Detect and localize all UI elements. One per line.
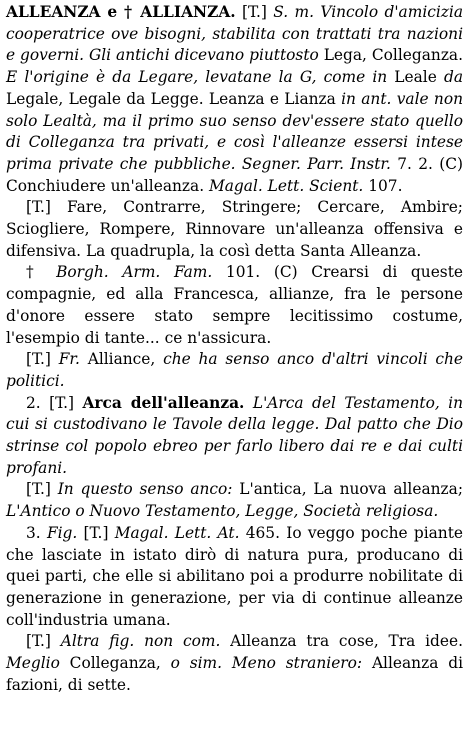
definition-paragraph xyxy=(6,2,463,197)
citation-source: Borgh. Arm. Fam. xyxy=(56,263,213,282)
example-words: Legale da Legge. Leanza e Lianza xyxy=(68,89,336,108)
etymology-note: in ant. vale non solo Lealtà, ma il primo suo senso dev'essere stato quello di Colleganza tra privati, e così l'alleanze essersi intese prima private che pubbliche. Segner. Parr. Instr. xyxy=(6,89,463,173)
source-tag: [T.] xyxy=(77,523,115,542)
note-text: che ha senso anco d'altri vincoli che politici. xyxy=(6,350,464,390)
source-tag: [T.] xyxy=(26,480,58,499)
foreign-word: Alliance, xyxy=(79,350,164,369)
preferred-word: Colleganza, xyxy=(59,654,171,673)
example-word: Legale xyxy=(6,89,59,108)
citation-text: 101. (C) Crearsi di queste compagnie, ed alla Francesca, allianze, fra le persone d'onore essere stato sempre lecitissimo costume, l'esempio di tante... ce n'assicura. xyxy=(6,263,463,347)
usage-paragraph xyxy=(6,197,463,262)
source-tag: [T.] xyxy=(26,350,59,369)
citation-text: 465. Io veggo poche piante che lasciate in istato dirò di natura pura, producano di quei parti, che elle si abilitano poi a produrre nobilitate di generazione in generazione, per via di continue alleanze coll'industria umana. xyxy=(6,523,464,629)
french-note-paragraph xyxy=(6,349,463,392)
citation-paragraph xyxy=(6,262,463,349)
usage-examples: L'antica, La nuova alleanza; xyxy=(232,480,464,499)
sense-definition: L'Arca del Testamento, in cui si custodivano le Tavole della legge. Dal patto che Dio strinse col popolo ebreo per farlo libero dai re e dai culti profani. xyxy=(6,393,463,477)
preference-label: Meglio xyxy=(6,654,60,673)
preference-note: o sim. Meno straniero: xyxy=(170,654,363,673)
headword: ALLEANZA e † ALLIANZA. xyxy=(6,3,236,21)
sense-number: 3. xyxy=(26,523,47,542)
usage-intro: In questo senso anco: xyxy=(57,480,233,499)
figurative-label: Fig. xyxy=(46,523,78,542)
sense-3-paragraph xyxy=(6,523,463,632)
sense-3-usage-paragraph xyxy=(6,631,463,696)
figurative-label: Altra fig. non com. xyxy=(60,632,221,651)
sense-2-usage-paragraph xyxy=(6,479,463,522)
citation-number: 107. xyxy=(363,176,403,195)
connector-text: da xyxy=(436,68,463,87)
part-of-speech: S. m. xyxy=(273,3,314,21)
usage-text: [T.] Fare, Contrarre, Stringere; Cercare, Ambire; Sciogliere, Rompere, Rinnovare un'alleanza offensiva e difensiva. La quadrupla, la così detta Santa Alleanza. xyxy=(6,198,463,260)
source-tag: [T.] xyxy=(235,3,274,21)
source-tag: [T.] xyxy=(26,632,61,651)
punctuation: , xyxy=(58,89,69,108)
sense-number: 2. [T.] xyxy=(26,393,83,412)
usage-gloss: L'Antico o Nuovo Testamento, Legge, Società religiosa. xyxy=(6,502,439,521)
citation-source: Magal. Lett. Scient. xyxy=(208,176,364,195)
citation-source: Magal. Lett. At. xyxy=(114,523,240,542)
subentry-headword: Arca dell'alleanza. xyxy=(82,393,245,412)
sense-2-paragraph xyxy=(6,393,463,480)
usage-examples: Alleanza di fazioni, di sette. xyxy=(6,654,463,694)
etymology-text: E l'origine è da Legare, levatane la G, come in xyxy=(6,68,395,87)
language-label: Fr. xyxy=(58,350,80,369)
synonyms-text: Lega, Colleganza. xyxy=(323,46,463,65)
example-word: Leale xyxy=(394,68,437,87)
usage-examples: Alleanza tra cose, Tra idee. xyxy=(220,632,464,651)
definition-text: Vincolo d'amicizia cooperatrice ove bisogni, stabilita con trattati tra nazioni e governi. Gli antichi dicevano piuttosto xyxy=(6,3,463,65)
obsolete-mark: † xyxy=(26,263,57,282)
citation-example: 7. 2. (C) Conchiudere un'alleanza. xyxy=(6,154,463,195)
